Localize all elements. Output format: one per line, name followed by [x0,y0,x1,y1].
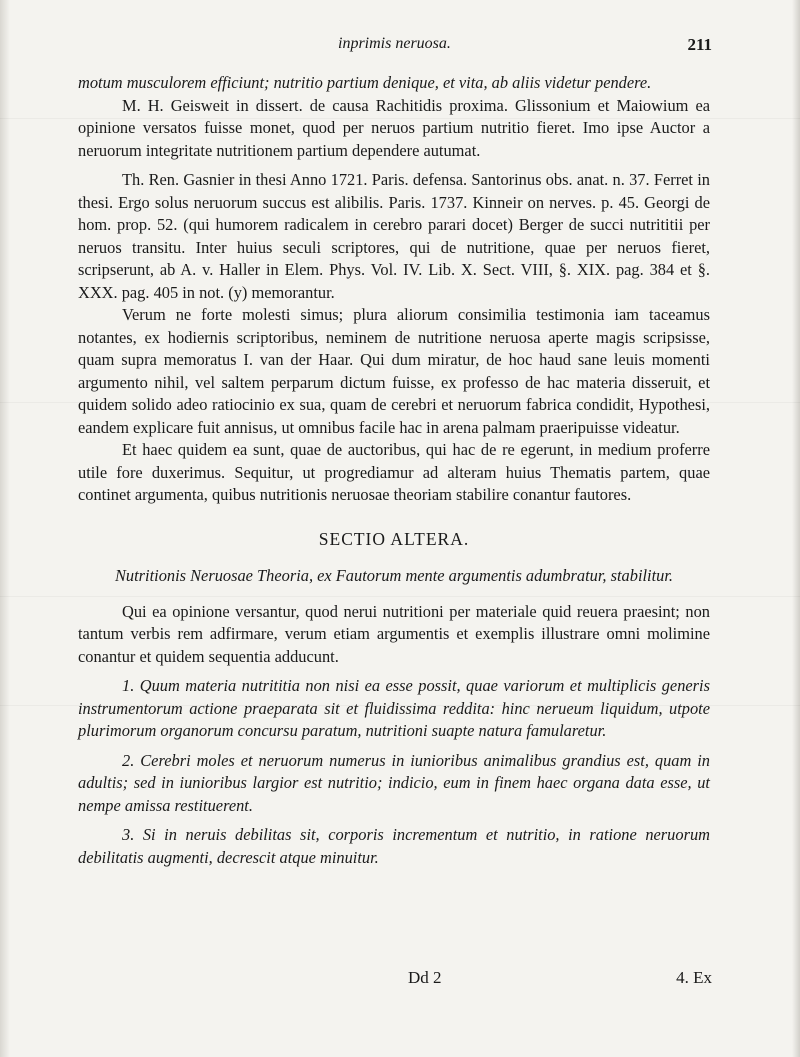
page-body [78,72,710,869]
numbered-item-3: 3. Si in neruis debilitas sit, corporis incrementum et nutritio, in ratione neruorum debilitatis augmenti, decrescit atque minuitur. [78,825,710,867]
paragraph-et-haec: Et haec quidem ea sunt, quae de auctoribus, qui hac de re egerunt, in medium proferre utile fore duxerimus. Sequitur, ut progrediamur ad alteram huius Thematis partem, quae continet argumenta, quibus nutritionis neruosae theoriam stabilire conantur fautores. [78,440,710,504]
paragraph-verum: Verum ne forte molesti simus; plura aliorum consimilia testimonia iam taceamus notantes, ex hodiernis scriptoribus, neminem de nutritione neruosa aperte magis scripsisse, quam supra memoratus I. van der Haar. Qui dum miratur, de hoc haud sane leuis momenti argumento nihil, vel saltem perparum dictum fuisse, ex professo de hac materia disseruit, et quidem solido adeo ratiocinio ex sua, quam de cerebri et neruorum fabrica condidit, Hypothesi, eandem explicare fuit annisus, ut omnibus facile hac in arena palmam praeripuisse videatur. [78,305,710,437]
catchword: 4. Ex [676,968,712,987]
signature-mark: Dd 2 [408,968,442,987]
numbered-item-1: 1. Quum materia nutrititia non nisi ea esse possit, quae variorum et multiplicis generis instrumentorum actione praeparata sit et fluidissima reddita: hinc nerueum liquidum, utpote plurimorum organorum concursu paratum, nutritioni suapte natura famularetur. [78,676,710,740]
page-edge-left [0,0,10,1057]
page-number: 211 [687,35,712,54]
paragraph-geisweit: M. H. Geisweit in dissert. de causa Rachitidis proxima. Glissonium et Maiowium ea opinione versatos fuisse monet, quod per neruos partium nutritio fieret. Imo ipse Auctor a neruorum integritate nutritionem partium dependere autumat. [78,95,710,160]
section-heading: SECTIO ALTERA. [318,528,470,549]
paragraph-continuation: motum musculorem efficiunt; nutritio partium denique, et vita, ab aliis videtur pendere. [78,73,652,92]
paragraph-gasnier: Th. Ren. Gasnier in thesi Anno 1721. Paris. defensa. Santorinus obs. anat. n. 37. Ferret in thesi. Ergo solus neruorum succus est alibilis. Paris. 1737. Kinneir on nerves. p. 45. Georgi de hom. prop. 52. (qui humorem radicalem in cerebro parari docet) Berger de succi nutrititii per neruos transitu. Inter huius seculi scriptores, qui de nutritione, quae per neruos fieret, scripserunt, ab A. v. Haller in Elem. Phys. Vol. IV. Lib. X. Sect. VIII, §. XIX. pag. 384 et §. XXX. pag. 405 in not. (y) memorantur. [78,170,710,302]
section-subtitle: Nutritionis Neruosae Theoria, ex Fautorum mente argumentis adumbratur, stabilitur. [114,565,674,585]
running-header [78,35,710,57]
running-title: inprimis neruosa. [338,35,451,52]
page-edge-right [792,0,800,1057]
page-footer [78,968,710,992]
numbered-item-2: 2. Cerebri moles et neruorum numerus in iunioribus animalibus grandius est, quam in adultis; sed in iunioribus largior est nutritio; indicio, eum in finem haec organa data esse, ut nempe amissa restituerent. [78,750,710,815]
paragraph-qui-ea: Qui ea opinione versantur, quod nerui nutritioni per materiale quid reuera praesint; non tantum verbis rem adfirmare, verum etiam argumentis et exemplis illustrare omni molimine conantur et quidem sequentia adducunt. [78,601,710,666]
